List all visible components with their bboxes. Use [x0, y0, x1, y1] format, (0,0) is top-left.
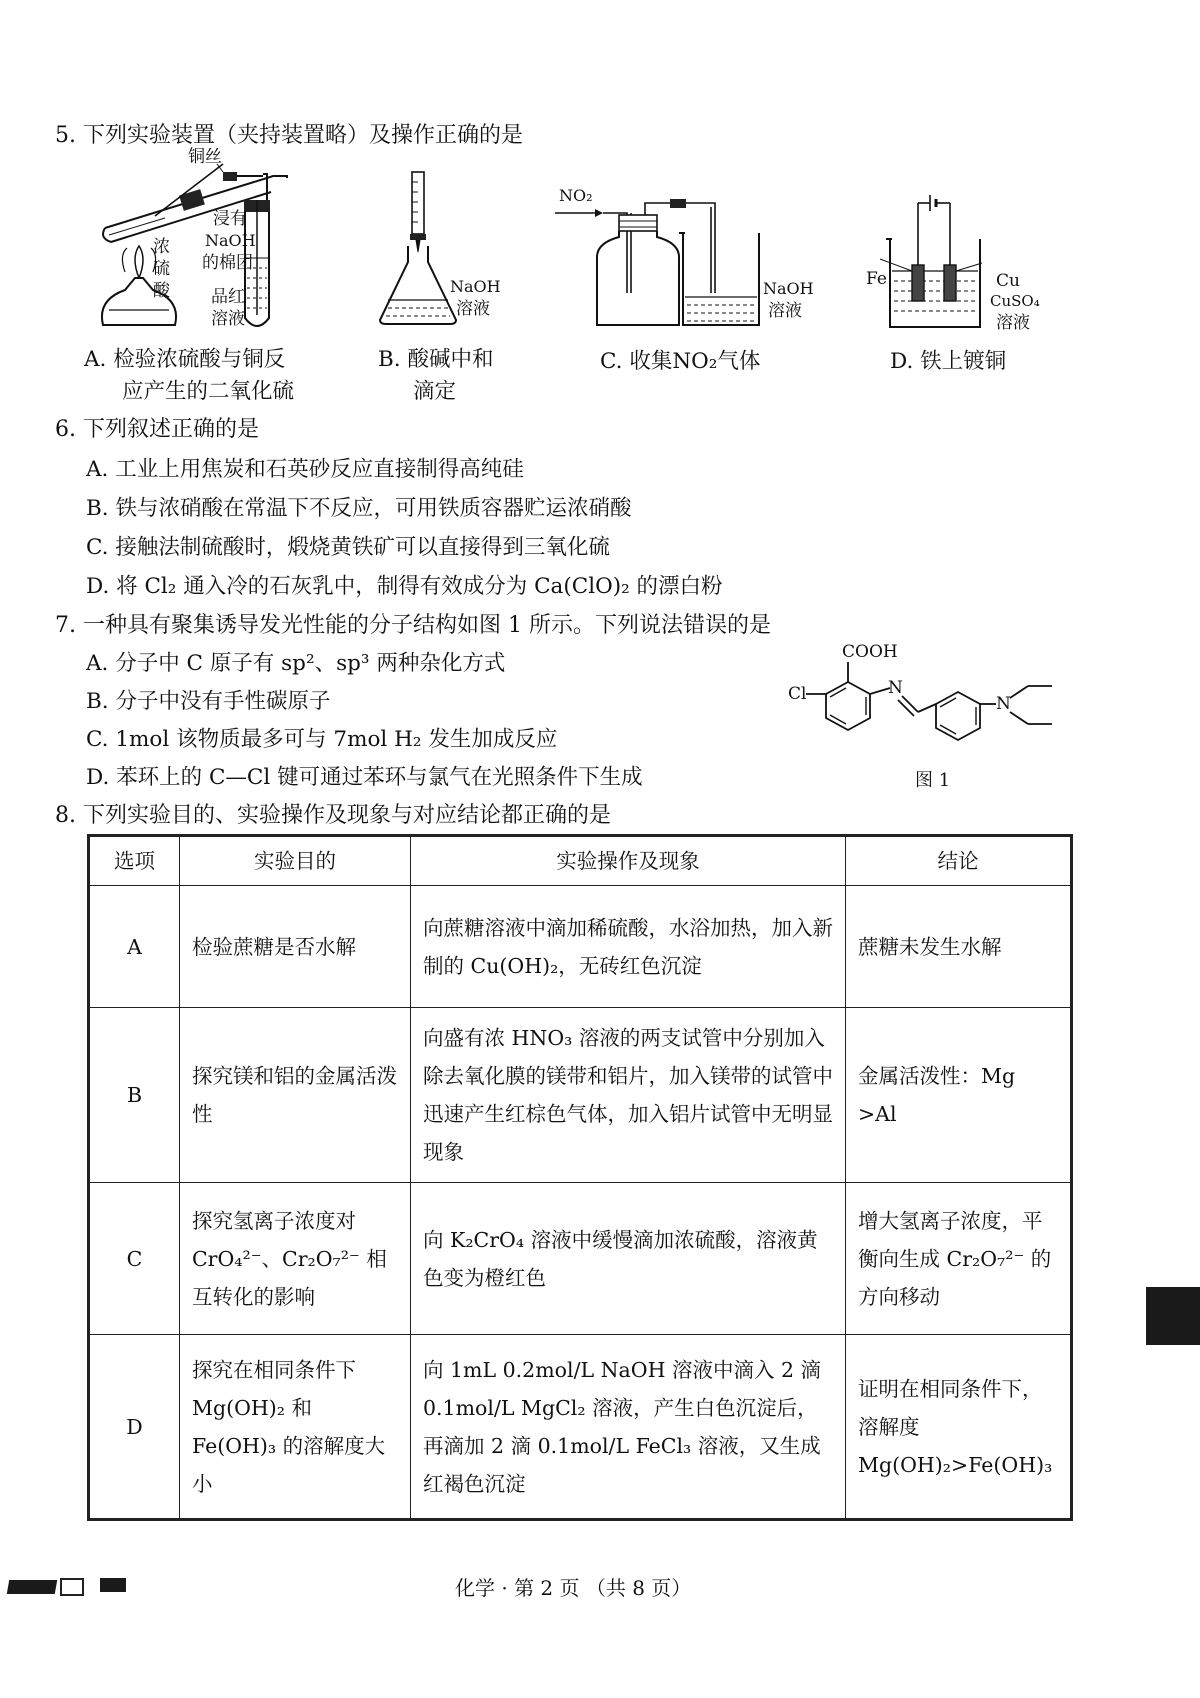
apparatus-d-figure	[880, 195, 990, 335]
row-b-purpose: 探究镁和铝的金属活泼性	[180, 1008, 411, 1183]
row-c-conclusion: 增大氢离子浓度，平衡向生成 Cr₂O₇²⁻ 的方向移动	[846, 1183, 1072, 1335]
row-b-conclusion: 金属活泼性：Mg >Al	[846, 1008, 1072, 1183]
label-cooh: COOH	[842, 642, 898, 662]
table-row	[89, 1008, 1072, 1183]
q5-option-a-line2: 应产生的二氧化硫	[122, 379, 295, 404]
q6-option-b: B. 铁与浓硝酸在常温下不反应，可用铁质容器贮运浓硝酸	[86, 496, 632, 521]
label-solution-a: 溶液	[211, 309, 245, 329]
q5-option-b-line1: B. 酸碱中和	[378, 347, 494, 372]
label-no2: NO₂	[559, 186, 593, 205]
table-header-row	[89, 836, 1072, 886]
q7-option-a: A. 分子中 C 原子有 sp²、sp³ 两种杂化方式	[86, 651, 506, 676]
row-d-conclusion: 证明在相同条件下，溶解度 Mg(OH)₂>Fe(OH)₃	[846, 1335, 1072, 1520]
row-a-option: A	[89, 886, 180, 1008]
label-b-naoh: NaOH	[450, 277, 501, 296]
q5-option-a-line1: A. 检验浓硫酸与铜反	[84, 347, 286, 372]
label-cotton: 的棉团	[202, 253, 253, 273]
q8-stem: 8. 下列实验目的、实验操作及现象与对应结论都正确的是	[55, 803, 611, 828]
row-d-purpose: 探究在相同条件下 Mg(OH)₂ 和 Fe(OH)₃ 的溶解度大小	[180, 1335, 411, 1520]
molecule-structure-figure	[800, 650, 1075, 770]
footer-mark-right	[100, 1578, 126, 1592]
q7-option-b: B. 分子中没有手性碳原子	[86, 689, 331, 714]
page-footer: 化学 · 第 2 页 （共 8 页）	[455, 1576, 692, 1600]
table-row	[89, 886, 1072, 1008]
table-row	[89, 1335, 1072, 1520]
row-a-conclusion: 蔗糖未发生水解	[846, 886, 1072, 1008]
row-c-operation: 向 K₂CrO₄ 溶液中缓慢滴加浓硫酸，溶液黄色变为橙红色	[411, 1183, 846, 1335]
apparatus-c-figure	[555, 185, 770, 335]
label-d-solution: 溶液	[996, 313, 1030, 333]
row-d-option: D	[89, 1335, 180, 1520]
row-b-operation: 向盛有浓 HNO₃ 溶液的两支试管中分别加入除去氧化膜的镁带和铝片，加入镁带的试管中迅速产生红棕色气体，加入铝片试管中无明显现象	[411, 1008, 846, 1183]
label-imine-n: N	[888, 678, 903, 698]
row-c-option: C	[89, 1183, 180, 1335]
label-sulfuric: 硫	[153, 259, 170, 279]
q7-stem: 7. 一种具有聚集诱导发光性能的分子结构如图 1 所示。下列说法错误的是	[55, 613, 771, 638]
label-naoh: NaOH	[205, 231, 256, 250]
header-purpose: 实验目的	[180, 836, 411, 886]
label-acid: 酸	[153, 281, 170, 301]
footer-mark-left	[7, 1580, 57, 1594]
row-c-purpose: 探究氢离子浓度对 CrO₄²⁻、Cr₂O₇²⁻ 相互转化的影响	[180, 1183, 411, 1335]
header-option: 选项	[89, 836, 180, 886]
header-operation: 实验操作及现象	[411, 836, 846, 886]
label-soaked: 浸有	[213, 209, 247, 229]
figure-1-caption: 图 1	[915, 770, 951, 791]
label-cu: Cu	[996, 271, 1020, 291]
label-cl: Cl	[788, 684, 807, 704]
q6-option-d: D. 将 Cl₂ 通入冷的石灰乳中，制得有效成分为 Ca(ClO)₂ 的漂白粉	[86, 574, 723, 599]
q6-stem: 6. 下列叙述正确的是	[55, 417, 259, 442]
label-fe: Fe	[866, 269, 887, 289]
q6-option-c: C. 接触法制硫酸时，煅烧黄铁矿可以直接得到三氧化硫	[86, 535, 610, 560]
label-copper-wire: 铜丝	[188, 147, 222, 167]
q5-option-c: C. 收集NO₂气体	[600, 349, 761, 374]
q7-option-d: D. 苯环上的 C—Cl 键可通过苯环与氯气在光照条件下生成	[86, 765, 643, 790]
header-conclusion: 结论	[846, 836, 1072, 886]
apparatus-b-figure	[380, 172, 460, 332]
q5-option-d: D. 铁上镀铜	[890, 349, 1007, 374]
label-magenta: 品红	[211, 287, 245, 307]
label-amine-n: N	[996, 694, 1011, 714]
experiment-table	[87, 834, 1073, 1521]
row-a-purpose: 检验蔗糖是否水解	[180, 886, 411, 1008]
label-c-naoh: NaOH	[763, 279, 814, 298]
q5-stem: 5. 下列实验装置（夹持装置略）及操作正确的是	[55, 123, 523, 148]
q6-option-a: A. 工业上用焦炭和石英砂反应直接制得高纯硅	[86, 457, 524, 482]
apparatus-a-figure	[95, 147, 310, 335]
side-marker-block	[1146, 1287, 1200, 1345]
row-b-option: B	[89, 1008, 180, 1183]
label-cuso4: CuSO₄	[990, 292, 1040, 310]
row-d-operation: 向 1mL 0.2mol/L NaOH 溶液中滴入 2 滴 0.1mol/L MgCl₂ 溶液，产生白色沉淀后，再滴加 2 滴 0.1mol/L FeCl₃ 溶液，又生成红褐色沉淀	[411, 1335, 846, 1520]
table-row	[89, 1183, 1072, 1335]
q5-option-b-line2: 滴定	[413, 379, 457, 404]
label-b-solution: 溶液	[456, 299, 490, 319]
footer-mark-hollow	[60, 1578, 84, 1596]
label-conc: 浓	[153, 237, 170, 257]
row-a-operation: 向蔗糖溶液中滴加稀硫酸，水浴加热，加入新制的 Cu(OH)₂，无砖红色沉淀	[411, 886, 846, 1008]
q7-option-c: C. 1mol 该物质最多可与 7mol H₂ 发生加成反应	[86, 727, 558, 752]
label-c-solution: 溶液	[768, 301, 802, 321]
